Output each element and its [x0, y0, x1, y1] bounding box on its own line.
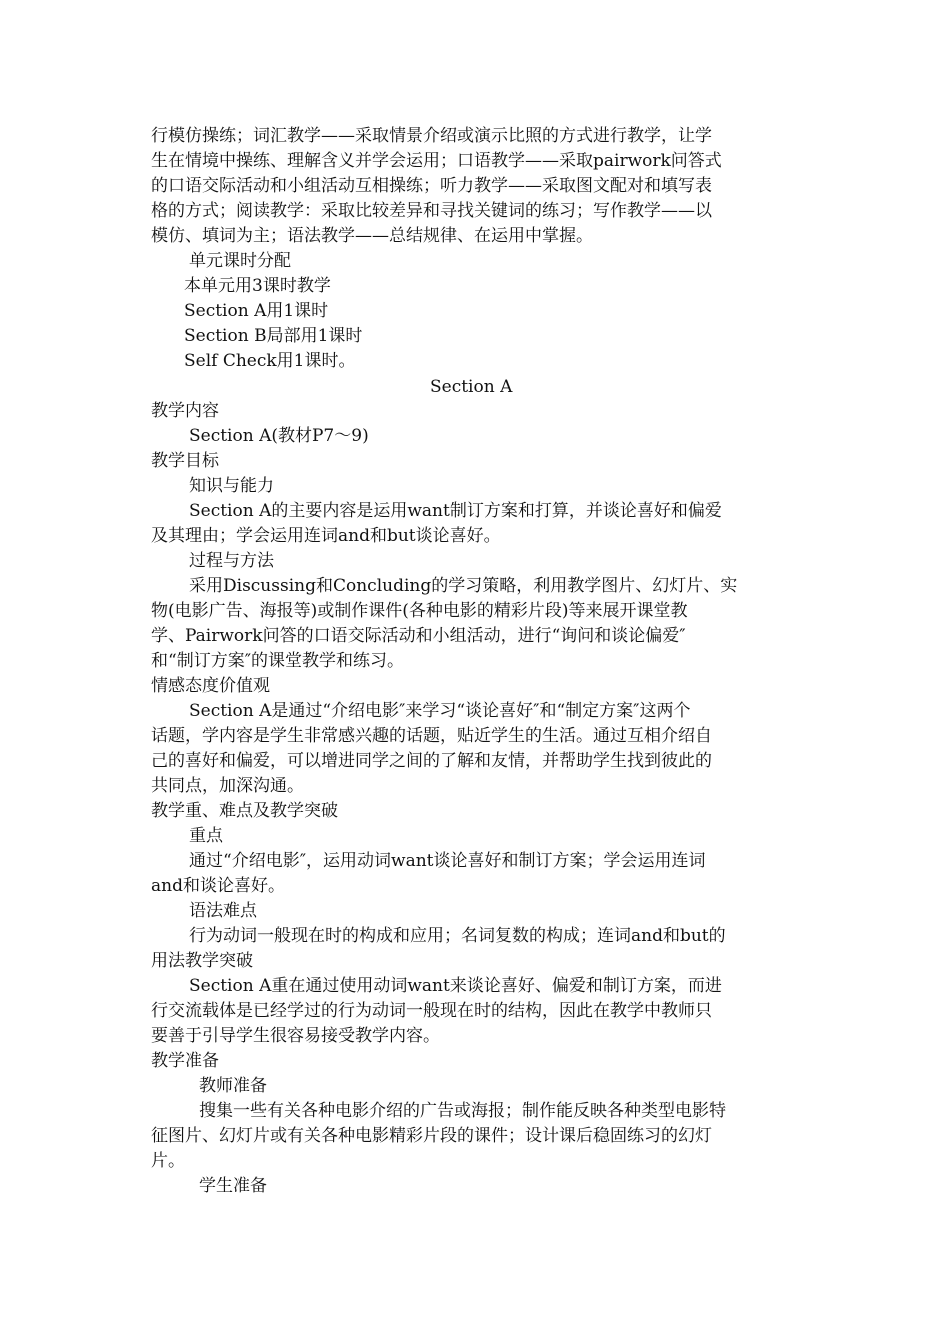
text-line: Section A(教材P7～9): [189, 426, 369, 446]
text-line: 搜集一些有关各种电影介绍的广告或海报；制作能反映各种类型电影特: [199, 1101, 726, 1121]
heading-unit-schedule: 单元课时分配: [189, 251, 291, 271]
text-line: 生在情境中操练、理解含义并学会运用；口语教学——采取pairwork问答式: [151, 151, 722, 171]
subheading-teacher-prep: 教师准备: [199, 1076, 267, 1096]
subheading-focus: 重点: [189, 826, 223, 846]
section-title: Section A: [430, 377, 513, 397]
text-line: 用法教学突破: [151, 951, 253, 971]
text-line: 通过“介绍电影″，运用动词want谈论喜好和制订方案；学会运用连词: [189, 851, 706, 871]
heading-key-points: 教学重、难点及教学突破: [151, 801, 338, 821]
text-line: 和“制订方案″的课堂教学和练习。: [151, 651, 405, 671]
subheading-knowledge: 知识与能力: [189, 476, 274, 496]
heading-objectives: 教学目标: [151, 451, 219, 471]
text-line: Self Check用1课时。: [184, 351, 356, 371]
text-line: 格的方式；阅读教学：采取比较差异和寻找关键词的练习；写作教学——以: [151, 201, 712, 221]
text-line: 及其理由；学会运用连词and和but谈论喜好。: [151, 526, 501, 546]
text-line: 采用Discussing和Concluding的学习策略，利用教学图片、幻灯片、实: [189, 576, 738, 596]
heading-content: 教学内容: [151, 401, 219, 421]
text-line: Section B局部用1课时: [184, 326, 363, 346]
heading-preparation: 教学准备: [151, 1051, 219, 1071]
text-line: and和谈论喜好。: [151, 876, 285, 896]
subheading-process: 过程与方法: [189, 551, 274, 571]
text-line: Section A重在通过使用动词want来谈论喜好、偏爱和制订方案，而进: [189, 976, 722, 996]
text-line: Section A用1课时: [184, 301, 329, 321]
text-line: 行为动词一般现在时的构成和应用；名词复数的构成；连词and和but的: [189, 926, 726, 946]
text-line: 的口语交际活动和小组活动互相操练；听力教学——采取图文配对和填写表: [151, 176, 712, 196]
heading-attitudes: 情感态度价值观: [151, 676, 270, 696]
text-line: Section A的主要内容是运用want制订方案和打算，并谈论喜好和偏爱: [189, 501, 722, 521]
text-line: 行模仿操练；词汇教学——采取情景介绍或演示比照的方式进行教学，让学: [151, 126, 712, 146]
text-line: 片。: [151, 1151, 185, 1171]
text-line: 话题，学内容是学生非常感兴趣的话题，贴近学生的生活。通过互相介绍自: [151, 726, 712, 746]
text-line: 学、Pairwork问答的口语交际活动和小组活动，进行“询问和谈论偏爱″: [151, 626, 686, 646]
text-line: 本单元用3课时教学: [184, 276, 331, 296]
text-line: 行交流载体是已经学过的行为动词一般现在时的结构，因此在教学中教师只: [151, 1001, 712, 1021]
text-line: 要善于引导学生很容易接受教学内容。: [151, 1026, 440, 1046]
text-line: 模仿、填词为主；语法教学——总结规律、在运用中掌握。: [151, 226, 593, 246]
text-line: 共同点，加深沟通。: [151, 776, 304, 796]
subheading-grammar: 语法难点: [189, 901, 257, 921]
text-line: 己的喜好和偏爱，可以增进同学之间的了解和友情，并帮助学生找到彼此的: [151, 751, 712, 771]
text-line: Section A是通过“介绍电影″来学习“谈论喜好″和“制定方案″这两个: [189, 701, 691, 721]
text-line: 物(电影广告、海报等)或制作课件(各种电影的精彩片段)等来展开课堂教: [151, 601, 688, 621]
subheading-student-prep: 学生准备: [199, 1176, 267, 1196]
text-line: 征图片、幻灯片或有关各种电影精彩片段的课件；设计课后稳固练习的幻灯: [151, 1126, 712, 1146]
